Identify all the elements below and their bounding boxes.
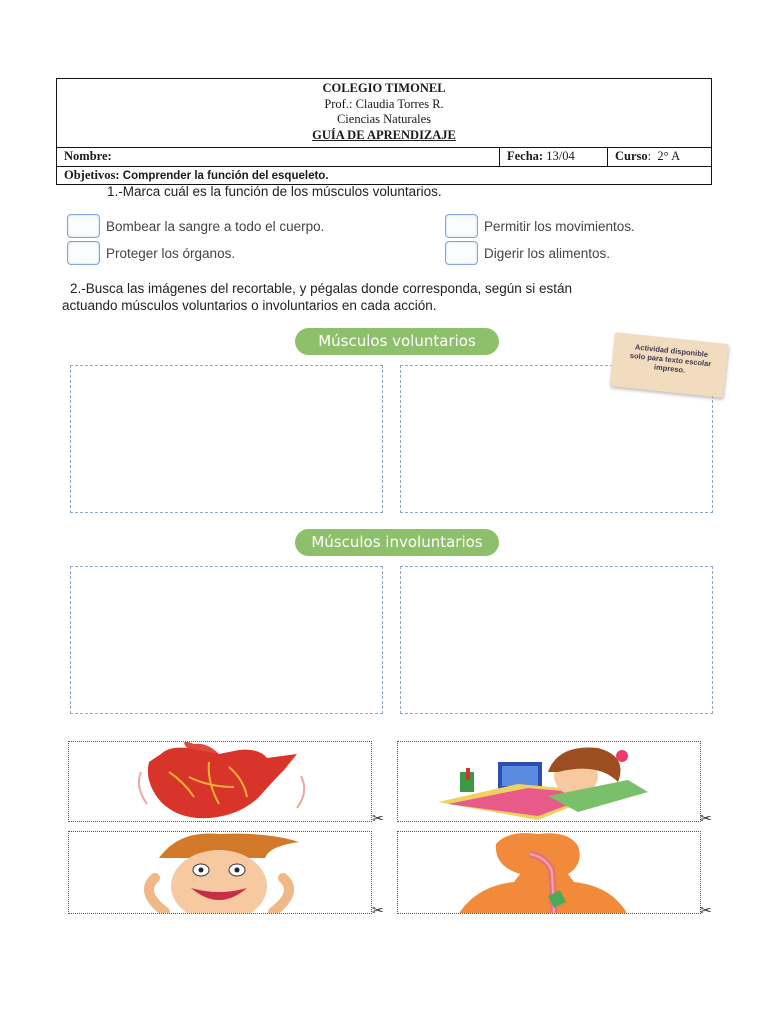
option-label: Bombear la sangre a todo el cuerpo. bbox=[106, 218, 325, 234]
header-table bbox=[56, 78, 712, 185]
heart-icon bbox=[69, 742, 372, 822]
course-value: 2° A bbox=[657, 149, 681, 163]
date-cell bbox=[499, 148, 607, 166]
involuntary-paste-box-1[interactable] bbox=[70, 566, 383, 714]
checkbox[interactable] bbox=[445, 214, 478, 238]
guide-title: GUÍA DE APRENDIZAJE bbox=[312, 127, 456, 142]
header-title-block bbox=[57, 79, 711, 147]
stamp-text: Actividad disponible solo para texto escolar impreso. bbox=[629, 342, 712, 375]
cutout-card-digestion[interactable] bbox=[397, 831, 701, 914]
option-allow-movement[interactable] bbox=[445, 214, 635, 238]
cutout-card-heart[interactable] bbox=[68, 741, 372, 822]
header-info-row bbox=[57, 147, 711, 166]
voluntary-paste-box-1[interactable] bbox=[70, 365, 383, 513]
date-value: 13/04 bbox=[546, 149, 575, 163]
option-label: Permitir los movimientos. bbox=[484, 218, 635, 234]
checkbox[interactable] bbox=[67, 214, 100, 238]
option-pump-blood[interactable] bbox=[67, 214, 324, 238]
checkbox[interactable] bbox=[445, 241, 478, 265]
child-reading-icon bbox=[398, 742, 701, 822]
subject-name: Ciencias Naturales bbox=[336, 112, 432, 126]
option-label: Proteger los órganos. bbox=[106, 245, 236, 261]
course-label: Curso bbox=[615, 149, 648, 163]
voluntary-section-title: Músculos voluntarios bbox=[295, 328, 499, 355]
digestive-tract-icon bbox=[398, 832, 701, 914]
objectives-row bbox=[57, 166, 711, 184]
school-name: COLEGIO TIMONEL bbox=[322, 81, 446, 95]
question-2-line-2: actuando músculos voluntarios o involuntarios en cada acción. bbox=[62, 298, 437, 313]
objectives-cell bbox=[57, 167, 711, 184]
name-cell[interactable] bbox=[57, 148, 499, 166]
scissors-icon: ✂ bbox=[700, 903, 712, 919]
teacher-name: Prof.: Claudia Torres R. bbox=[324, 96, 444, 111]
option-protect-organs[interactable] bbox=[67, 241, 235, 265]
name-label: Nombre: bbox=[64, 149, 112, 163]
option-digest-food[interactable] bbox=[445, 241, 610, 265]
child-face-icon bbox=[69, 832, 372, 914]
involuntary-paste-box-2[interactable] bbox=[400, 566, 713, 714]
objectives-label: Objetivos: bbox=[64, 168, 120, 182]
question-2-line-1: 2.-Busca las imágenes del recortable, y pégalas donde corresponda, según si están bbox=[70, 281, 573, 296]
date-label: Fecha: bbox=[507, 149, 544, 163]
scissors-icon: ✂ bbox=[372, 903, 384, 919]
question-1-text: 1.-Marca cuál es la función de los músculos voluntarios. bbox=[107, 184, 442, 199]
option-label: Digerir los alimentos. bbox=[484, 245, 611, 261]
course-cell: Curso: 2° A bbox=[607, 148, 711, 166]
checkbox[interactable] bbox=[67, 241, 100, 265]
involuntary-section-title: Músculos involuntarios bbox=[295, 529, 499, 556]
objectives-value: Comprender la función del esqueleto. bbox=[122, 170, 329, 182]
scissors-icon: ✂ bbox=[700, 811, 712, 827]
scissors-icon: ✂ bbox=[372, 811, 384, 827]
cutout-card-reading[interactable] bbox=[397, 741, 701, 822]
cutout-card-face[interactable] bbox=[68, 831, 372, 914]
